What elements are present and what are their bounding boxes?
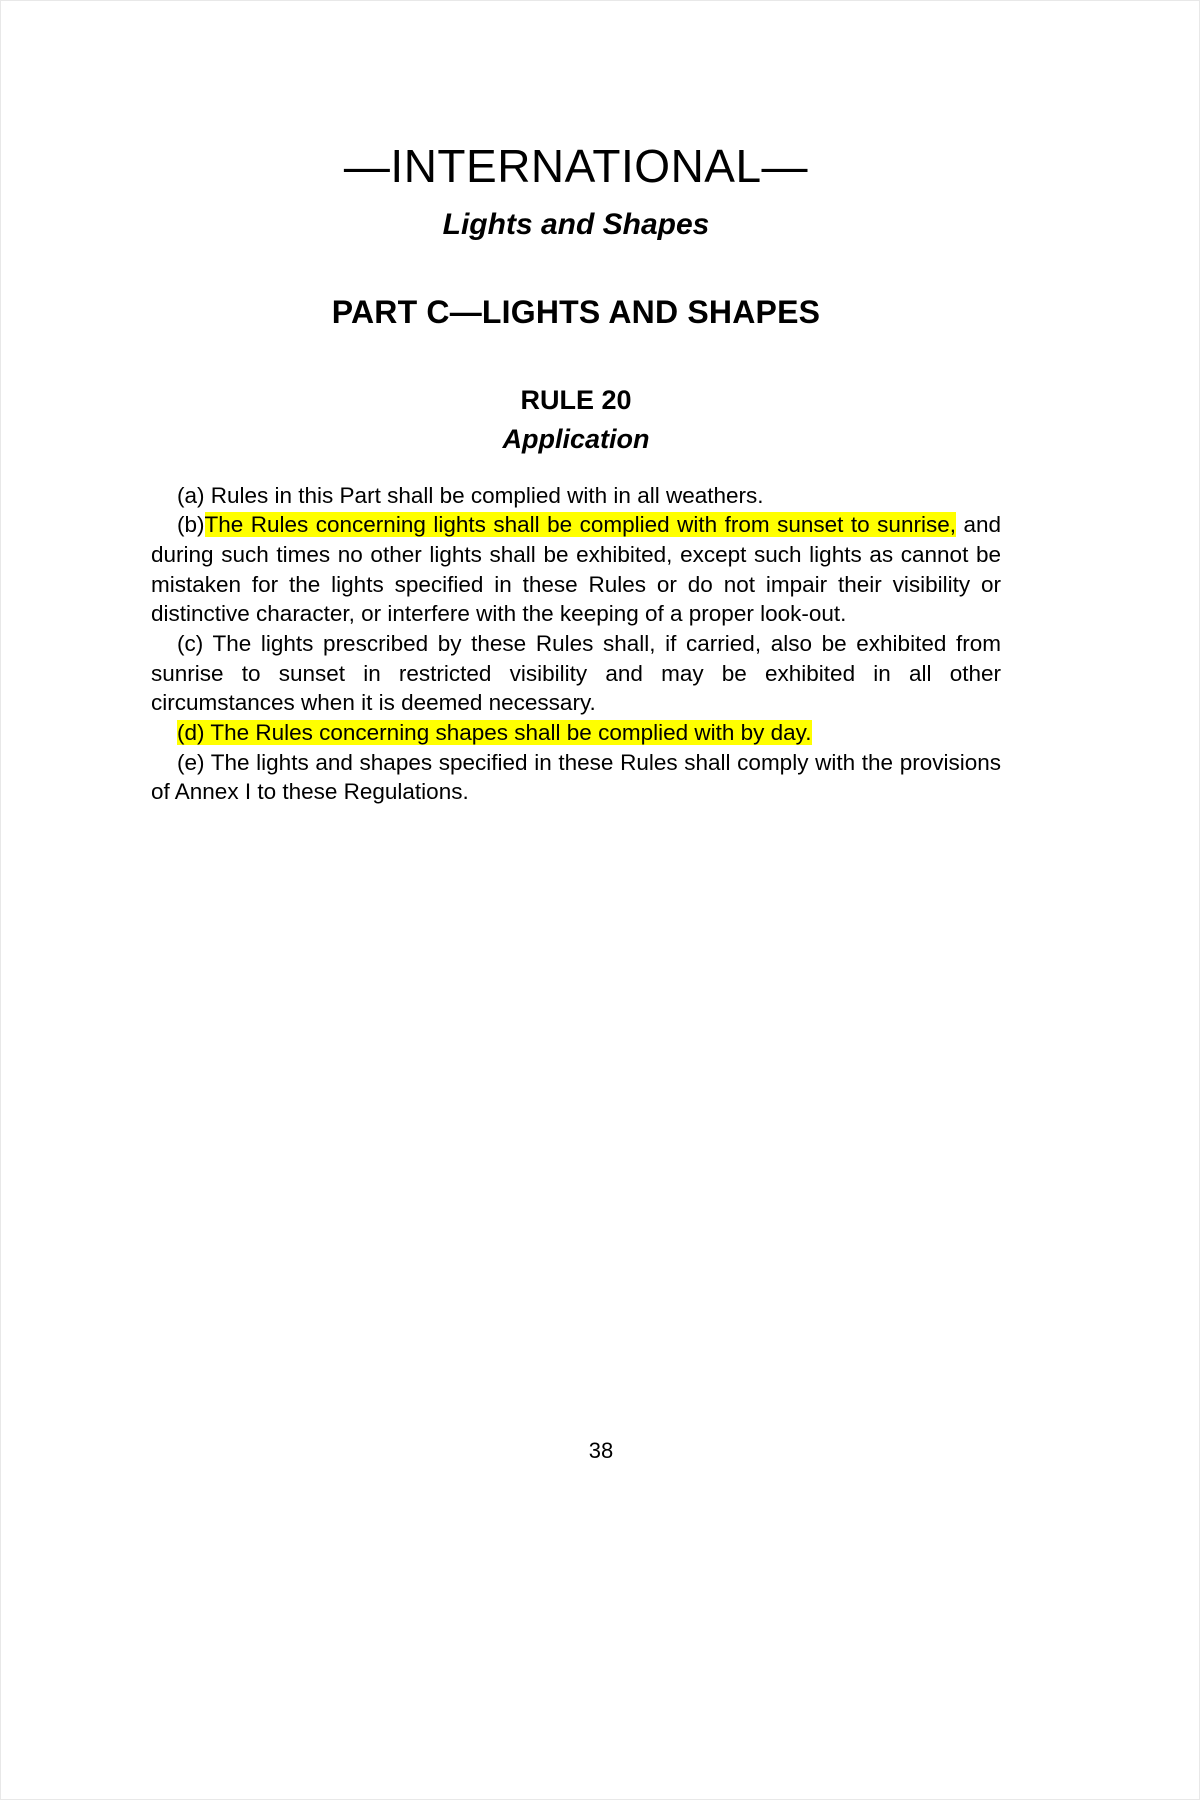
- paragraph-b: [151, 510, 1001, 629]
- paragraph-e-label: (e): [177, 749, 205, 775]
- paragraph-b-text: and during such times no other lights shall be exhibited, except such lights as cannot be mistaken for the lights specified in these Rules or do not impair their visibility or distinctive character, or interfere with the keeping of a proper look-out.: [151, 512, 1001, 627]
- rule-body: [151, 481, 1001, 808]
- paragraph-e: [151, 748, 1001, 807]
- document-title: —INTERNATIONAL—: [343, 140, 809, 192]
- paragraph-b-highlight: The Rules concerning lights shall be complied with from sunset to sunrise,: [204, 512, 956, 538]
- paragraph-c-label: (c): [177, 631, 204, 657]
- paragraph-a-text: Rules in this Part shall be complied with in all weathers.: [204, 482, 764, 508]
- paragraph-d: [151, 718, 1001, 748]
- page-number: 38: [588, 1438, 614, 1463]
- paragraph-c: [151, 629, 1001, 718]
- paragraph-e-text: The lights and shapes specified in these Rules shall comply with the provisions of Annex I to these Regulations.: [151, 749, 1001, 805]
- part-heading: PART C—LIGHTS AND SHAPES: [331, 293, 821, 330]
- page-content: [151, 1, 1001, 807]
- rule-number-heading: RULE 20: [520, 384, 632, 415]
- rule-name-heading: Application: [502, 423, 650, 454]
- paragraph-c-text: The lights prescribed by these Rules shall, if carried, also be exhibited from sunrise to sunset in restricted visibility and may be exhibited in all other circumstances when it is deemed necessary.: [151, 631, 1001, 716]
- paragraph-a: [151, 481, 1001, 511]
- document-subtitle: Lights and Shapes: [442, 207, 710, 241]
- paragraph-a-label: (a): [177, 482, 205, 508]
- paragraph-b-label: (b): [177, 512, 205, 538]
- paragraph-d-highlight: (d) The Rules concerning shapes shall be complied with by day.: [177, 720, 812, 746]
